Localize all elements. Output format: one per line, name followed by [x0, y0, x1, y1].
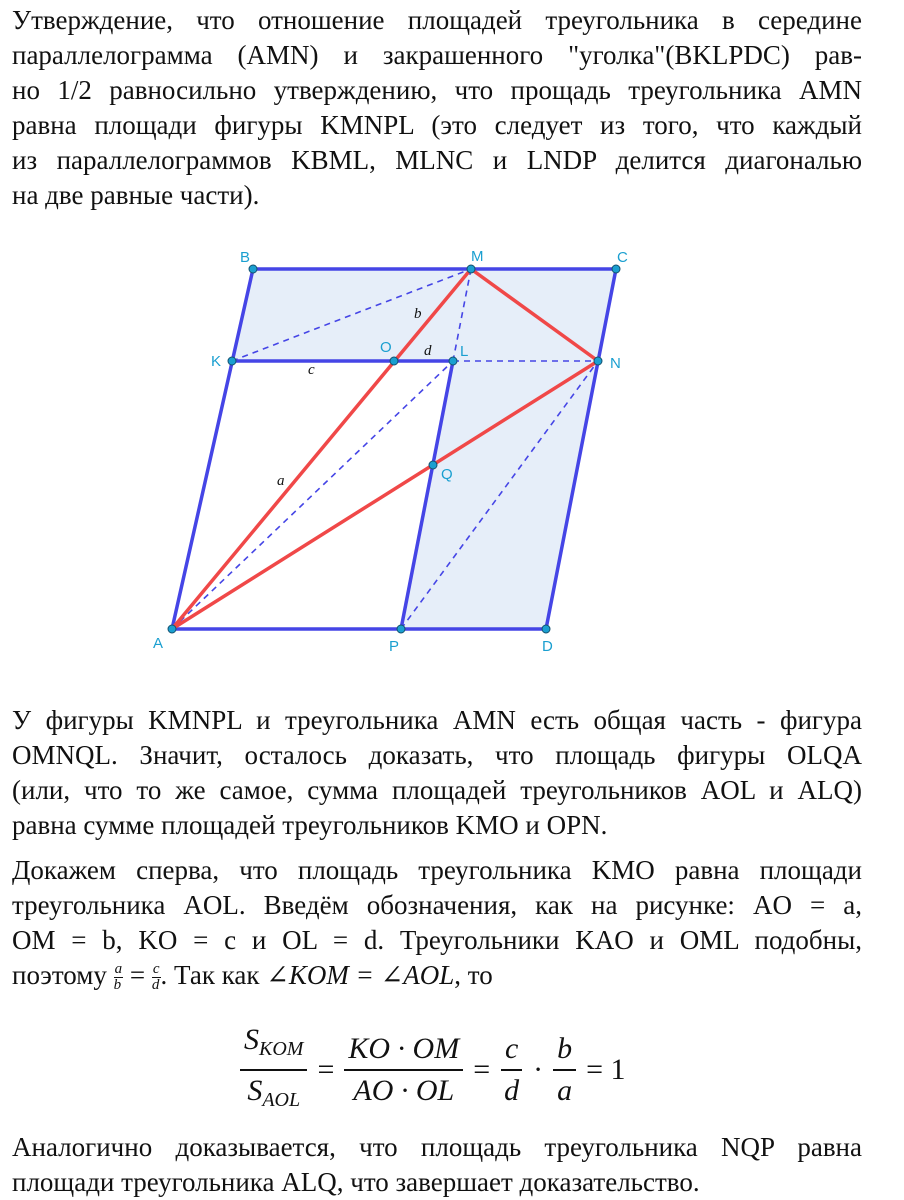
- numerator: KO · OM: [344, 1031, 463, 1071]
- segment-label-a: a: [277, 473, 285, 489]
- label-o: O: [380, 339, 392, 356]
- angle-equality: ∠KOM = ∠AOL: [266, 960, 455, 990]
- paragraph-intro: [12, 3, 862, 213]
- point-a: [168, 625, 176, 633]
- equals: =: [473, 1053, 491, 1086]
- point-o: [390, 357, 398, 365]
- fraction-a-b: [114, 962, 124, 993]
- area-ratio-formula: [240, 1022, 626, 1118]
- label-c: C: [617, 249, 628, 266]
- text-line: равна площади фигуры KMNPL (это следует из того, что каждый: [12, 110, 862, 140]
- label-a: A: [153, 635, 164, 652]
- label-q: Q: [441, 466, 453, 483]
- text-line: треугольника AOL. Введём обозначения, как на рисунке: AO = a,: [12, 890, 862, 920]
- text-line: OM = b, KO = c и OL = d. Треугольники KAO и OML подобны,: [12, 925, 862, 955]
- equals: =: [123, 960, 152, 990]
- numerator: b: [553, 1031, 576, 1071]
- denominator: d: [151, 977, 160, 994]
- result: = 1: [586, 1053, 626, 1086]
- text-line: Докажем сперва, что площадь треугольника KMO равна площади: [12, 855, 862, 885]
- text: . Так как: [160, 960, 267, 990]
- denominator: b: [113, 977, 122, 994]
- label-d: D: [542, 638, 553, 655]
- text-line: Утверждение, что отношение площадей треугольника в середине: [12, 5, 862, 35]
- label-b: B: [240, 249, 251, 266]
- fraction-sides: [344, 1031, 463, 1109]
- text-line: из параллелограммов KBML, MLNC и LNDP делится диагональю: [12, 145, 862, 175]
- paragraph-common-part: [12, 703, 862, 843]
- text: поэтому: [12, 960, 114, 990]
- point-c: [612, 265, 620, 273]
- text-line: параллелограмма (AMN) и закрашенного "уголка"(BKLPDC) рав-: [12, 40, 862, 70]
- point-p: [397, 625, 405, 633]
- text: , то: [454, 960, 493, 990]
- text-line: У фигуры KMNPL и треугольника AMN есть общая часть - фигура: [12, 705, 862, 735]
- paragraph-conclusion: [12, 1130, 862, 1200]
- s-symbol: S: [247, 1074, 263, 1107]
- denominator: d: [504, 1074, 520, 1107]
- label-k: K: [211, 353, 222, 370]
- fraction-c-d: [500, 1031, 523, 1109]
- point-d: [542, 625, 550, 633]
- numerator: a: [114, 961, 123, 978]
- segment-label-c: c: [308, 362, 315, 378]
- label-m: M: [471, 248, 484, 265]
- point-q: [429, 461, 437, 469]
- point-b: [249, 265, 257, 273]
- label-l: L: [460, 343, 469, 360]
- text-line-with-math: [12, 958, 862, 993]
- segment-label-d: d: [424, 343, 432, 359]
- text-line: но 1/2 равносильно утверждению, что прощадь треугольника AMN: [12, 75, 862, 105]
- denominator: AO · OL: [353, 1074, 455, 1107]
- geometry-figure: [140, 240, 660, 660]
- text-line: (или, что то же самое, сумма площадей треугольников AOL и ALQ): [12, 775, 862, 805]
- subscript: KOM: [259, 1038, 304, 1060]
- text-line: на две равные части).: [12, 180, 260, 210]
- equals: =: [317, 1053, 335, 1086]
- s-symbol: S: [244, 1023, 259, 1056]
- point-l: [449, 357, 457, 365]
- denominator: a: [557, 1074, 573, 1107]
- text-line: OMNQL. Значит, осталось доказать, что площадь фигуры OLQA: [12, 740, 862, 770]
- point-k: [228, 357, 236, 365]
- fraction-c-d: [152, 962, 161, 993]
- subscript: AOL: [262, 1089, 301, 1111]
- numerator: c: [501, 1031, 522, 1071]
- point-m: [467, 265, 475, 273]
- label-n: N: [610, 355, 621, 372]
- numerator: c: [152, 961, 160, 978]
- label-p: P: [389, 638, 400, 655]
- fraction-s-ratio: [240, 1022, 307, 1118]
- text-line: равна сумме площадей треугольников KMO и OPN.: [12, 810, 608, 840]
- paragraph-proof: [12, 853, 862, 993]
- text-line: Аналогично доказывается, что площадь треугольника NQP равна: [12, 1132, 862, 1162]
- text-line: площади треугольника ALQ, что завершает доказательство.: [12, 1167, 700, 1197]
- segment-label-b: b: [414, 306, 422, 322]
- dot: ·: [533, 1053, 544, 1086]
- fraction-b-a: [553, 1031, 576, 1109]
- point-n: [594, 357, 602, 365]
